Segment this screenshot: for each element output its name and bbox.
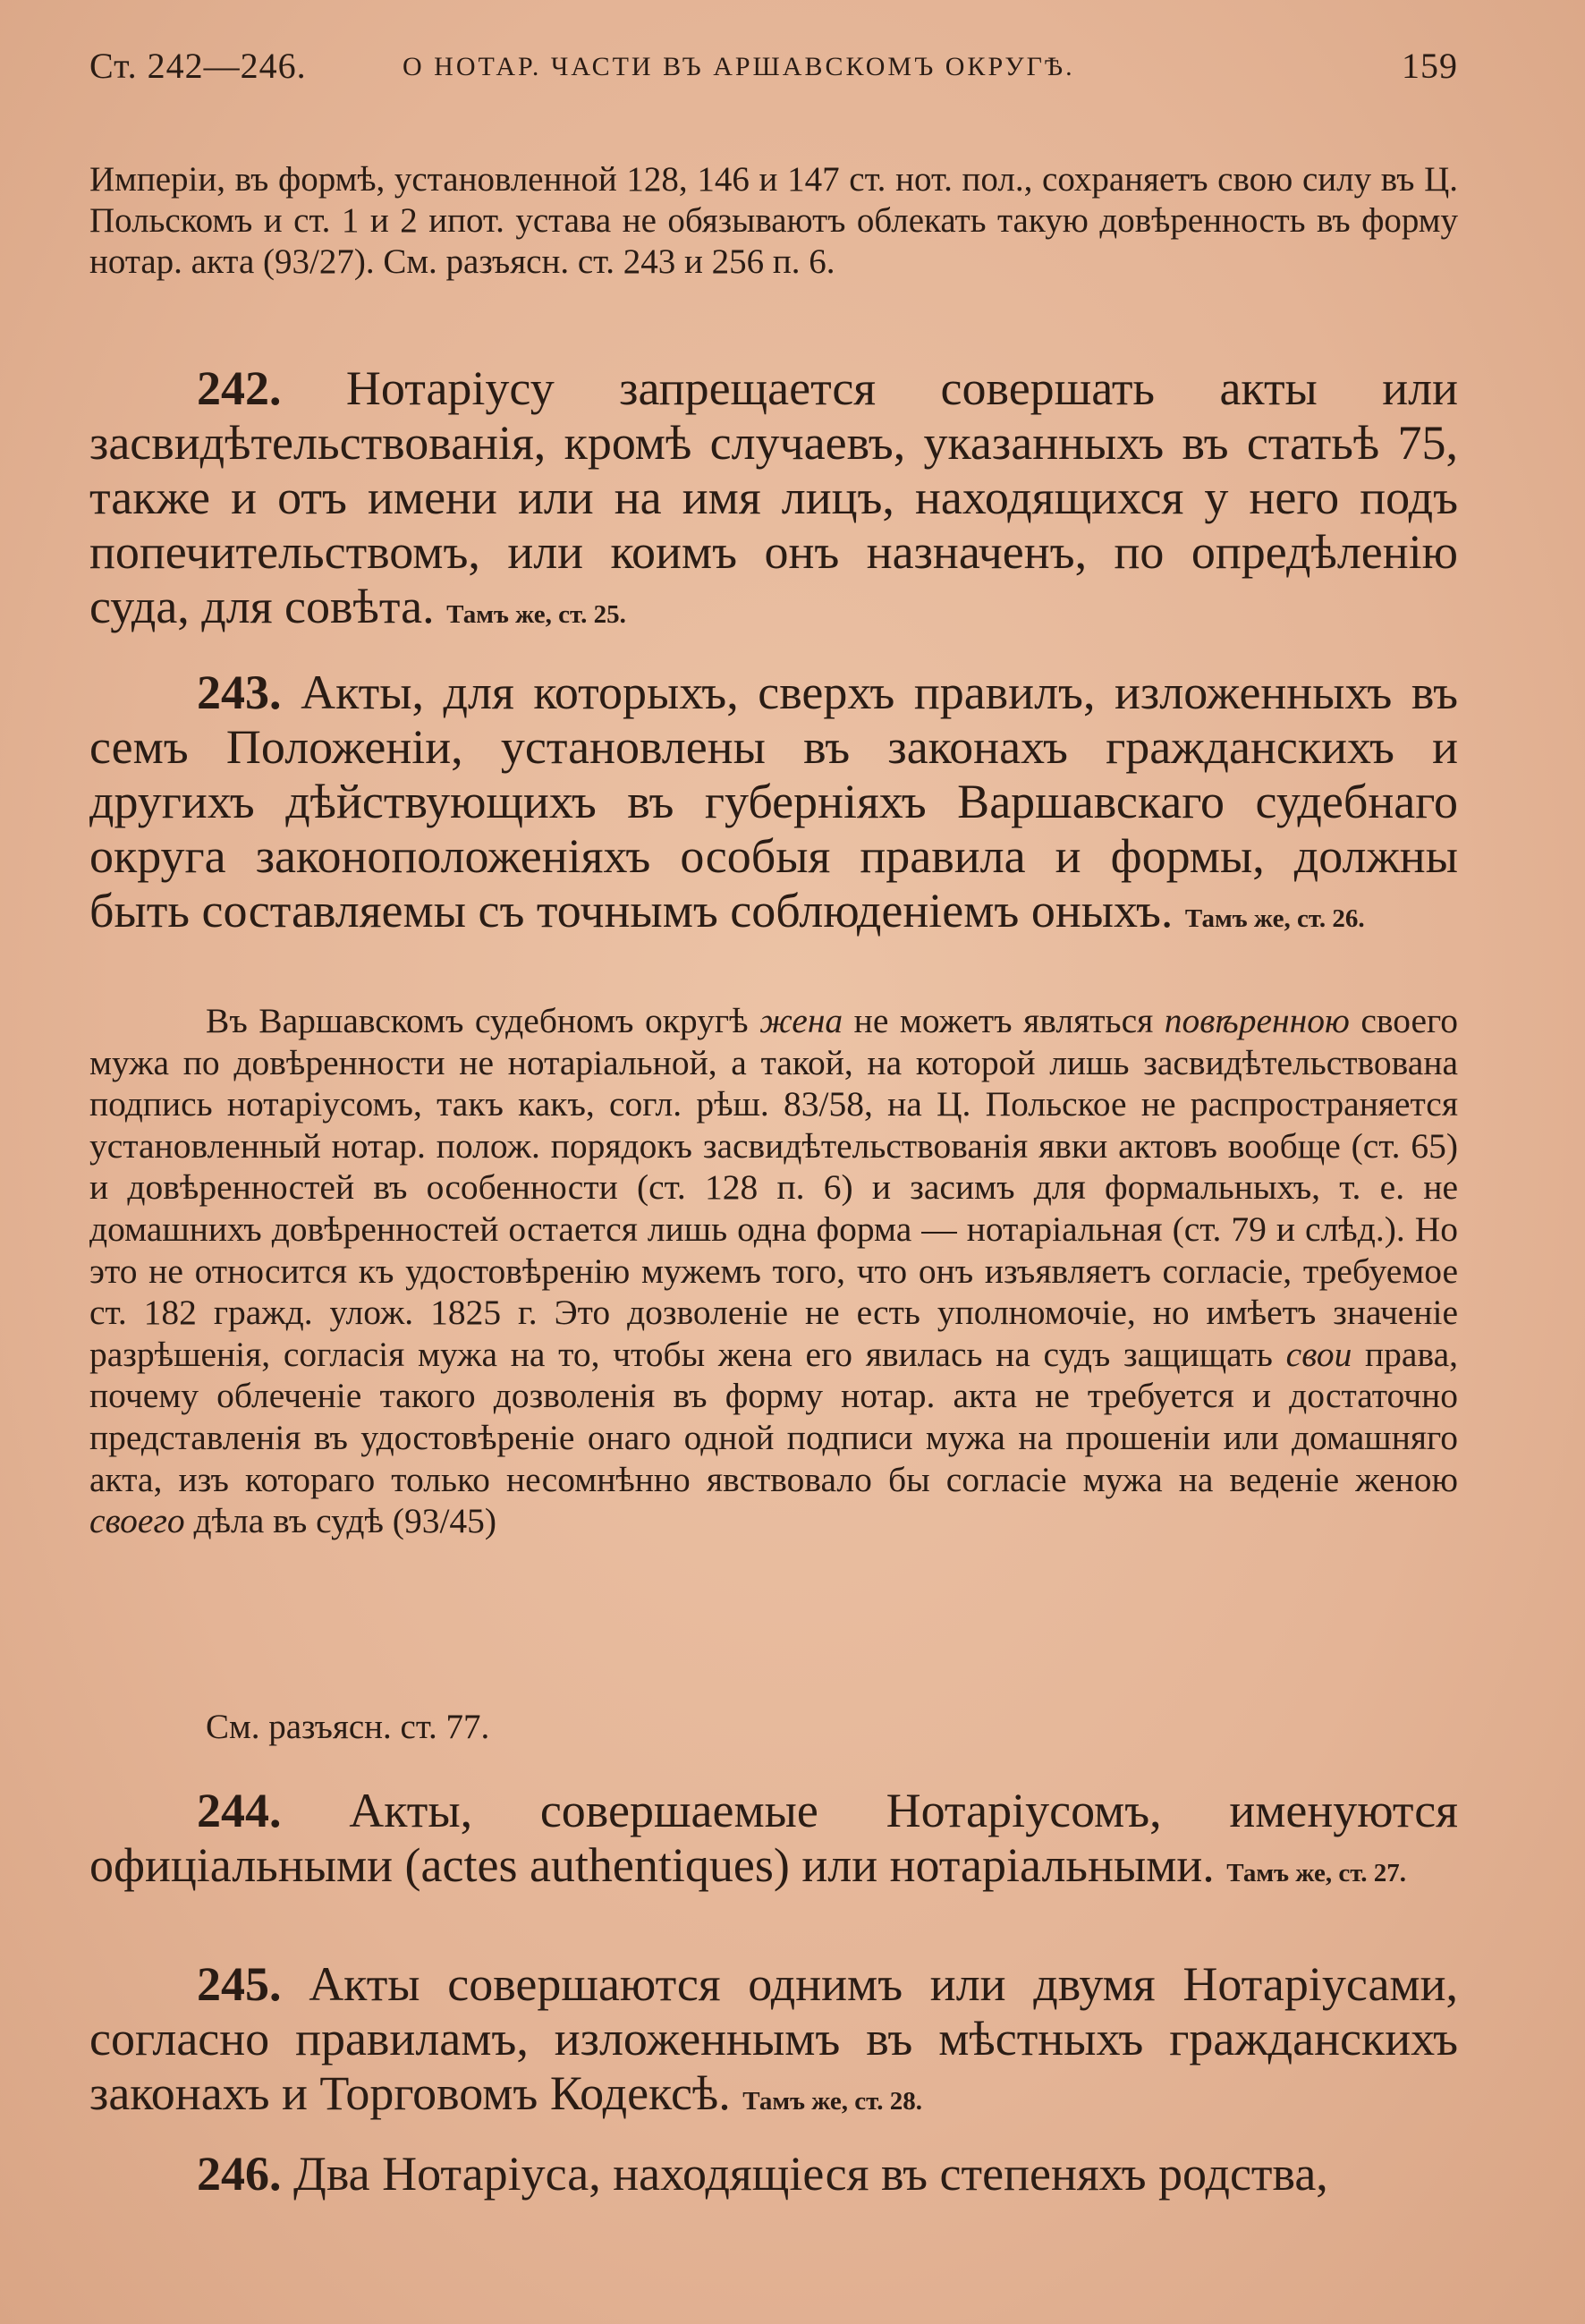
article-number: 245.	[197, 1957, 282, 2011]
article-244	[89, 1784, 1458, 1901]
cross-reference: См. разъясн. ст. 77.	[206, 1708, 490, 1746]
article-243	[89, 666, 1458, 946]
commentary-note: Въ Варшавскомъ судебномъ округѣ жена не можетъ являться повѣренною своего мужа по довѣренности не нотаріальной, а такой, на которой лишь засвидѣтельствована подпись нотаріусомъ, такъ какъ, согл. рѣш. 83/58, на Ц. Польское не распространяется установленный нотар. полож. порядокъ засвидѣтельствованія явки актовъ вообще (ст. 65) и довѣренностей въ особенности (ст. 128 п. 6) и засимъ для формальныхъ, т. е. не домашнихъ довѣренностей остается лишь одна форма — нотаріальная (ст. 79 и слѣд.). Но это не относится къ удостовѣренію мужемъ того, что онъ изъявляетъ согласіе, требуемое ст. 182 гражд. улож. 1825 г. Это дозволеніе не есть уполномочіе, но имѣетъ значеніе разрѣшенія, согласія мужа на то, чтобы жена его явилась на судъ защищать свои права, почему облеченіе такого дозволенія въ форму нотар. акта не требуется и достаточно представленія въ удостовѣреніе онаго одной подписи мужа на прошеніи или домашняго акта, изъ котораго только несомнѣнно явствовало бы согласіе мужа на веденіе женою своего дѣла въ судѣ (93/45)	[89, 1001, 1459, 1541]
emphasis: жена	[759, 1001, 843, 1040]
article-242	[89, 361, 1458, 642]
emphasis: своего	[89, 1501, 185, 1541]
article-source: Тамъ же, ст. 26.	[1184, 904, 1365, 933]
article-245	[89, 1957, 1458, 2129]
article-text: Акты, совершаемые Нотаріусомъ, именуются офиціальными (actes authentiques) или нотаріальными.	[89, 1784, 1458, 1892]
article-number: 244.	[197, 1784, 282, 1837]
intro-paragraph: Имперіи, въ формѣ, установленной 128, 146 и 147 ст. нот. пол., сохраняетъ свою силу въ Ц. Польскомъ и ст. 1 и 2 ипот. устава не обязываютъ облекать такую довѣренность въ форму нотар. акта (93/27). См. разъясн. ст. 243 и 256 п. 6.	[89, 160, 1458, 281]
page-number: 159	[1402, 46, 1458, 86]
header-article-range: Ст. 242—246.	[89, 46, 307, 86]
header-title: О НОТАР. ЧАСТИ ВЪ АРШАВСКОМЪ ОКРУГѢ.	[403, 52, 1075, 81]
emphasis: свои	[1285, 1334, 1352, 1374]
article-246	[89, 2147, 1458, 2201]
article-text: Два Нотаріуса, находящіеся въ степеняхъ родства,	[293, 2147, 1328, 2201]
article-number: 246.	[197, 2147, 282, 2201]
article-source: Тамъ же, ст. 25.	[446, 600, 626, 629]
emphasis: повѣренною	[1164, 1001, 1350, 1040]
article-number: 242.	[197, 361, 282, 415]
article-text: Нотаріусу запрещается совершать акты или засвидѣтельствованія, кромѣ случаевъ, указанныхъ въ статьѣ 75, также и отъ имени или на имя лицъ, находящихся у него подъ попечительствомъ, или коимъ онъ назначенъ, по опредѣленію суда, для совѣта.	[89, 361, 1458, 633]
running-header	[89, 45, 1458, 89]
article-number: 243.	[197, 666, 282, 719]
article-source: Тамъ же, ст. 27.	[1226, 1859, 1407, 1887]
article-source: Тамъ же, ст. 28.	[742, 2087, 922, 2116]
article-text: Акты совершаются однимъ или двумя Нотаріусами, согласно правиламъ, изложеннымъ въ мѣстныхъ гражданскихъ законахъ и Торговомъ Кодексѣ.	[89, 1957, 1459, 2120]
article-text: Акты, для которыхъ, сверхъ правилъ, изложенныхъ въ семъ Положеніи, установлены въ законахъ гражданскихъ и другихъ дѣйствующихъ въ губерніяхъ Варшавскаго судебнаго округа законоположеніяхъ особыя правила и формы, должны быть составляемы съ точнымъ соблюденіемъ оныхъ.	[89, 666, 1459, 937]
